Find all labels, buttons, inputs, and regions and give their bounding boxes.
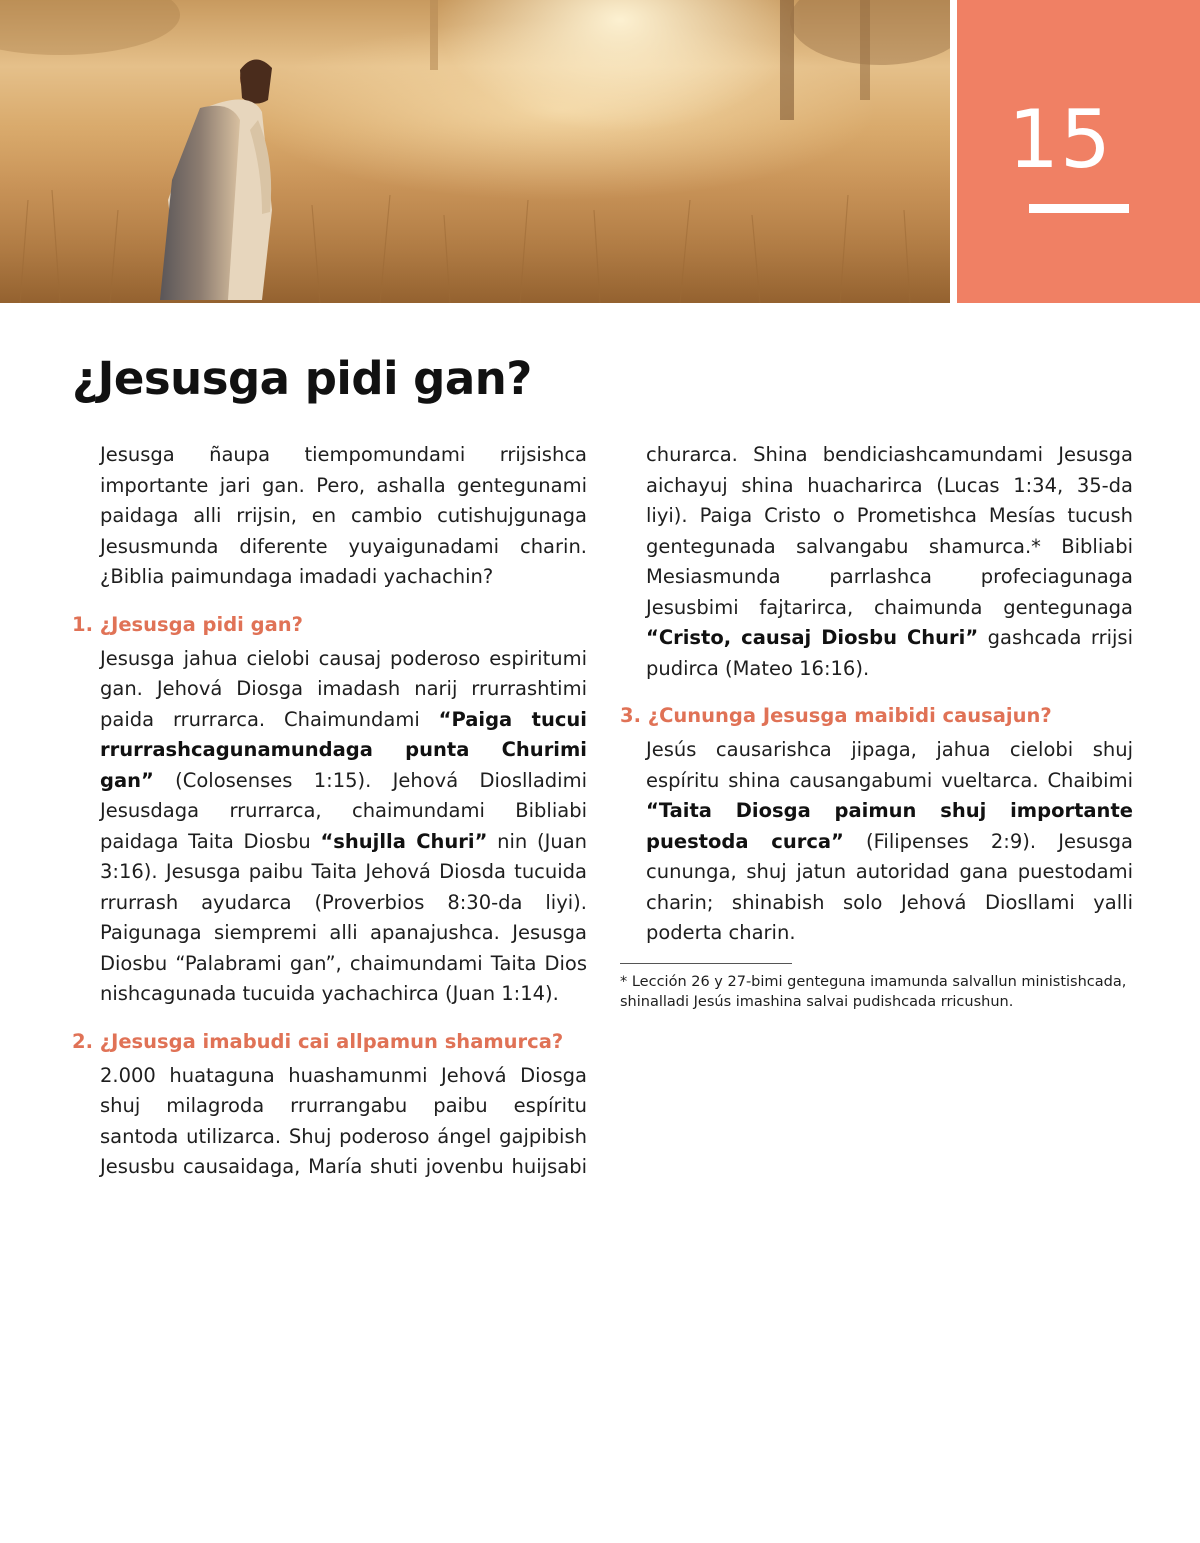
chapter-number-box	[957, 0, 1200, 303]
section-2-continuation	[620, 440, 1133, 684]
footnote-divider	[620, 963, 792, 964]
text-segment: (Colosenses 1:15). Jehová Dioslladimi Jesusdaga rrurrarca, chaimundami Bibliabi paidaga Taita Diosbu	[100, 768, 587, 853]
bold-quote: “Taita Diosga paimun shuj importante puestoda curca”	[646, 799, 1133, 853]
text-segment: churarca. Shina bendiciashcamundami Jesusga aichayuj shina huacharirca (Lucas 1:34, 35-da liyi). Paiga Cristo o Prometishca Mesías tucush gentegunada salvangabu shamurca.* Bibliabi Mesiasmunda parrlashca profeciagunaga Jesusbimi fajtarirca, chaimunda gentegunaga	[646, 443, 1133, 619]
bold-quote: “Cristo, causaj Diosbu Churi”	[646, 626, 979, 649]
section-2-heading: 2. ¿Jesusga imabudi cai allpamun shamurca?	[72, 1029, 564, 1053]
hero-image	[0, 0, 950, 303]
chapter-underline	[1029, 204, 1129, 213]
section-2-text	[72, 1061, 587, 1183]
footnote: * Lección 26 y 27-bimi genteguna imamunda salvallun ministishcada, shinalladi Jesús imashina salvai pudishcada rricushun.	[620, 973, 1127, 1010]
section-1-heading: 1. ¿Jesusga pidi gan?	[72, 612, 303, 636]
page-title: ¿Jesusga pidi gan?	[72, 352, 532, 405]
bold-quote: “Paiga tucui rrurrashcagunamundaga punta Churimi gan”	[100, 707, 587, 792]
text-segment: 2.000 huataguna huashamunmi Jehová Diosga shuj milagroda rrurrangabu paibu espíritu santoda utilizarca. Shuj poderoso ángel gajpibish Jesusbu causaidaga, María shuti jovenbu huijsabi	[100, 1063, 587, 1178]
text-segment: nin (Juan 3:16). Jesusga paibu Taita Jehová Diosda tucuida rrurrash ayudarca (Proverbios 8:30-da liyi). Paigunaga siempremi alli apanajushca. Jesusga Diosbu “Palabrami gan”, chaimundami Taita Dios nishcagunada tucuida yachachirca (Juan 1:14).	[100, 829, 587, 1005]
section-2-continued-text	[646, 440, 1133, 684]
text-segment: Jesús causarishca jipaga, jahua cielobi shuj espíritu shina causangabumi vueltarca. Chaibimi	[646, 738, 1133, 792]
jesus-walking-field-illustration	[0, 0, 950, 303]
text-segment: gashcada rrijsi pudirca (Mateo 16:16).	[646, 626, 1133, 680]
right-column	[620, 440, 1133, 1012]
text-segment: Jesusga jahua cielobi causaj poderoso espiritumi gan. Jehová Diosga imadash narij rrurrashtimi paida rrurrarca. Chaimundami	[100, 646, 587, 731]
intro-paragraph: Jesusga ñaupa tiempomundami rrijsishca importante jari gan. Pero, ashalla gentegunami paidaga alli rrijsin, en cambio cutishujgunaga Jesusmunda diferente yuyaigunadami charin. ¿Biblia paimundaga imadadi yachachin?	[100, 443, 587, 588]
section-1-text	[72, 644, 587, 1010]
section-3-heading: 3. ¿Cununga Jesusga maibidi causajun?	[620, 704, 1052, 727]
left-column	[72, 440, 587, 1183]
bold-quote: “shujlla Churi”	[320, 829, 488, 853]
chapter-number: 15	[1008, 93, 1112, 186]
text-segment: (Filipenses 2:9). Jesusga cununga, shuj jatun autoridad gana puestodami charin; shinabish solo Jehová Diosllami yalli poderta charin.	[646, 829, 1133, 944]
section-3-text	[620, 735, 1133, 949]
